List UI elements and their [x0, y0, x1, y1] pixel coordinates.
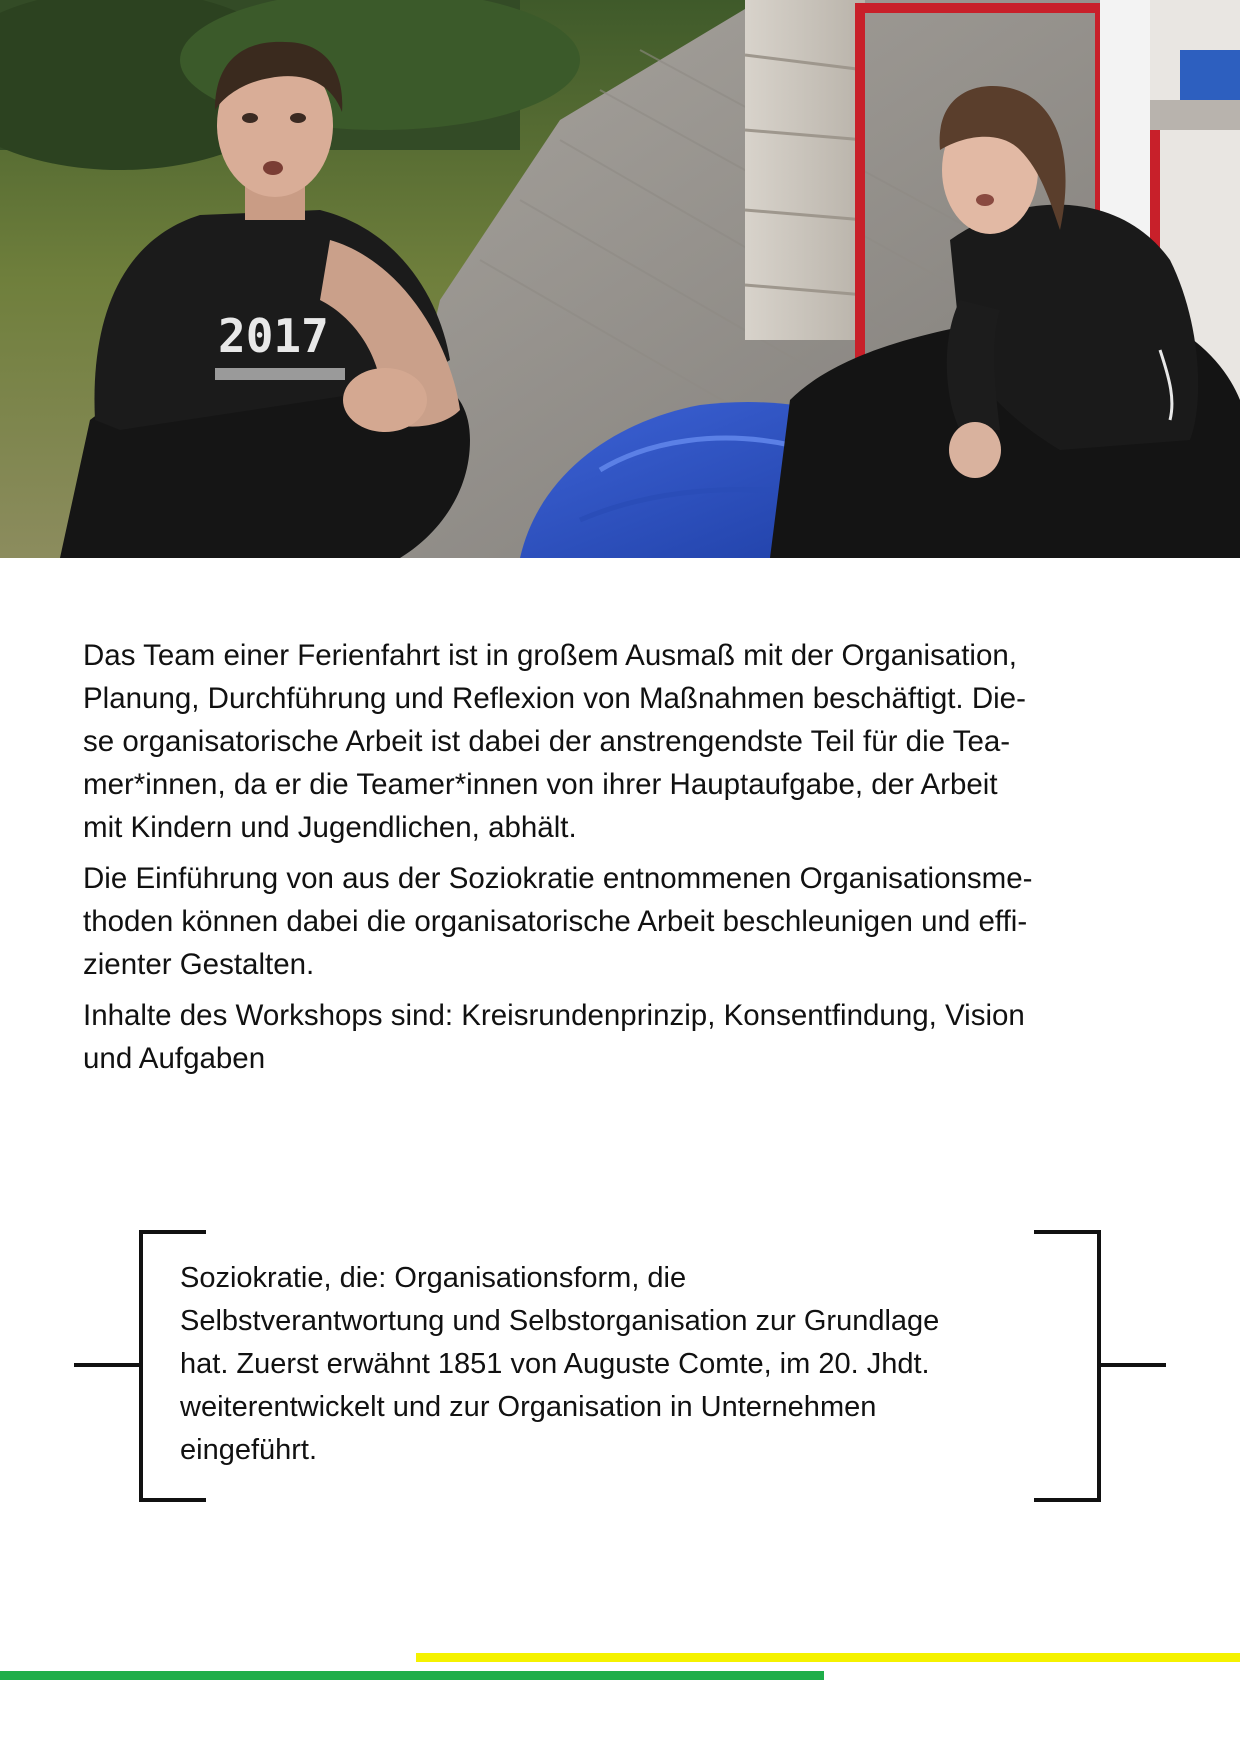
intro-text	[83, 634, 1163, 1088]
footer-stripe-green	[0, 1671, 824, 1680]
paragraph-soziokratie-methods: Die Einführung von aus der Soziokratie entnommenen Organisationsme- thoden können dabei die organisatorische Arbeit beschleunigen und effi- zienter Gestalten.	[83, 862, 1033, 981]
soziokratie-definition: Soziokratie, die: Organisationsform, die Selbstverantwortung und Selbstorganisation zur Grundlage hat. Zuerst erwähnt 1851 von Auguste Comte, im 20. Jhdt. weiterentwickelt und zur Organisation in Unternehmen eingeführt.	[180, 1262, 940, 1466]
header-photo	[0, 0, 1240, 558]
footer-stripe-yellow	[416, 1653, 1240, 1662]
paragraph-workshop-contents: Inhalte des Workshops sind: Kreisrundenprinzip, Konsentfindung, Vision und Aufgaben	[83, 999, 1025, 1075]
paragraph-team-organisation: Das Team einer Ferienfahrt ist in großem Ausmaß mit der Organisation, Planung, Durchführung und Reflexion von Maßnahmen beschäftigt. Die- se organisatorische Arbeit ist dabei der anstrengendste Teil für die Tea- mer*innen, da er die Teamer*innen von ihrer Hauptaufgabe, der Arbeit mit Kindern und Jugendlichen, abhält.	[83, 639, 1026, 844]
photo-two-teenagers-sitting	[0, 0, 1240, 558]
shirt-print: 2017	[218, 309, 329, 363]
